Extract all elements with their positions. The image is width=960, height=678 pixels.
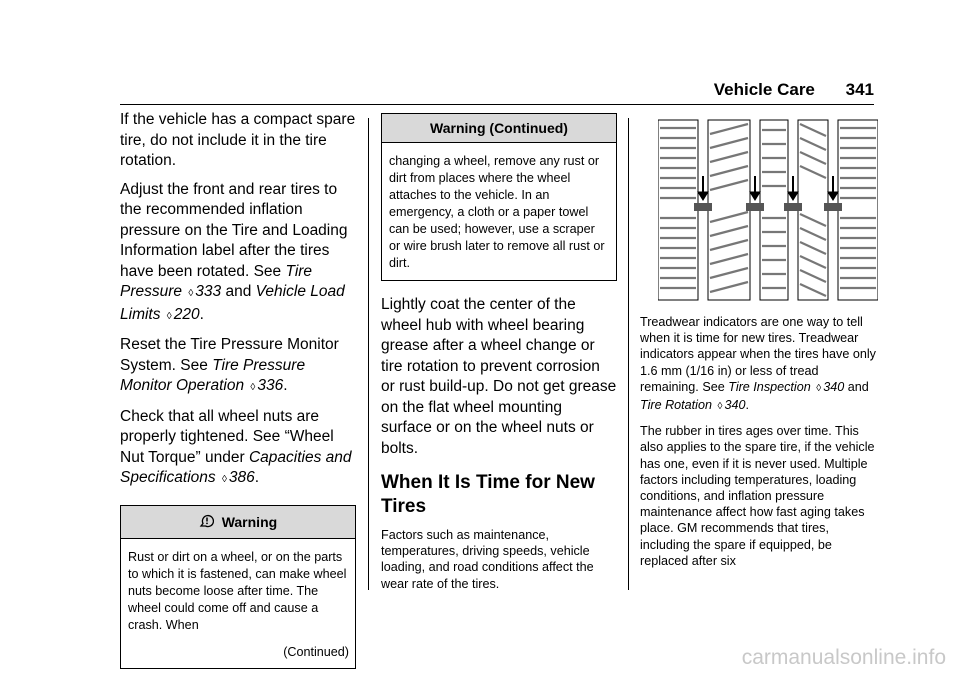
- continued-label: (Continued): [283, 645, 349, 659]
- paragraph-treadwear: Treadwear indicators are one way to tell when it is time for new tires. Treadwear indicators appear when the tires have only 1.6 mm (1/16 in) or less of tread remaining. See Tire Inspection ◊ 340 and Tire Rotation ◊ 340.: [640, 315, 876, 413]
- section-title: Vehicle Care: [713, 80, 815, 99]
- xref-tire-rotation[interactable]: Tire Rotation: [640, 398, 712, 413]
- paragraph-adjust-pressure: Adjust the front and rear tires to the recommended inflation pressure on the Tire and Loading Information label after the tires have been rotated. See Tire Pressure ◊ 333 and Vehicle Load Limits ◊ 220.: [120, 180, 348, 323]
- paragraph-check-nuts: Check that all wheel nuts are properly tightened. See “Wheel Nut Torque” under Capacities and Specifications ◊ 386.: [120, 407, 352, 486]
- paragraph-grease: Lightly coat the center of the wheel hub with wheel bearing grease after a wheel change or tire rotation to prevent corrosion or rust build-up. Do not get grease on the flat wheel mounting surface or on the wheel nuts or bolts.: [381, 296, 617, 457]
- column-divider: [368, 118, 369, 590]
- watermark-footer: carmanualsonline.info: [741, 646, 946, 669]
- column-2: [381, 113, 617, 600]
- column-1: [120, 110, 356, 669]
- section-heading: When It Is Time for New Tires: [381, 472, 595, 517]
- page-header: [714, 80, 874, 100]
- warning-box: [120, 505, 356, 669]
- paragraph-reset-tpms: Reset the Tire Pressure Monitor System. See Tire Pressure Monitor Operation ◊ 336.: [120, 336, 339, 394]
- xref-capacities[interactable]: Capacities and Specifications: [120, 448, 352, 486]
- paragraph-rubber-aging: The rubber in tires ages over time. This also applies to the spare tire, if the vehicle has one, even if it is never used. Multiple factors including temperatures, loading conditions, and inflation pressure maintenance affect how fast aging takes place. GM recommends that tires, including the spare if equipped, be replaced after six: [640, 424, 875, 568]
- warning-text: changing a wheel, remove any rust or dirt from places where the wheel attaches to the vehicle. In an emergency, a cloth or a paper towel can be used; however, use a scraper or wire brush later to remove all rust or dirt.: [389, 154, 605, 270]
- xref-icon: ◊: [166, 310, 172, 322]
- warning-title: Warning: [221, 513, 278, 530]
- xref-tire-inspection[interactable]: Tire Inspection: [728, 379, 811, 394]
- warning-box-continued: [381, 113, 617, 281]
- xref-icon: ◊: [816, 382, 822, 394]
- xref-tire-pressure[interactable]: Tire Pressure: [120, 262, 313, 300]
- warning-header: [121, 506, 355, 540]
- xref-icon: ◊: [250, 382, 256, 393]
- column-divider: [628, 118, 629, 590]
- page-number: 341: [845, 80, 874, 99]
- warning-header: Warning (Continued): [382, 114, 616, 143]
- paragraph-wear-factors: Factors such as maintenance, temperatures, driving speeds, vehicle loading, and road conditions affect the wear rate of the tires.: [381, 528, 594, 591]
- column-3: [640, 110, 876, 577]
- warning-icon: [199, 514, 214, 529]
- header-rule: [120, 104, 874, 105]
- paragraph-compact-spare: If the vehicle has a compact spare tire, do not include it in the tire rotation.: [120, 111, 356, 169]
- xref-icon: ◊: [221, 474, 227, 485]
- treadwear-indicator-illustration: [658, 114, 878, 304]
- xref-icon: ◊: [188, 288, 194, 299]
- xref-vehicle-load-limits[interactable]: Vehicle Load Limits: [120, 283, 345, 323]
- warning-text: Rust or dirt on a wheel, or on the parts to which it is fastened, can make wheel nuts become loose after time. The wheel could come off and cause a crash. When: [128, 550, 347, 632]
- xref-icon: ◊: [717, 401, 723, 413]
- xref-tpms-operation[interactable]: Tire Pressure Monitor Operation: [120, 356, 306, 394]
